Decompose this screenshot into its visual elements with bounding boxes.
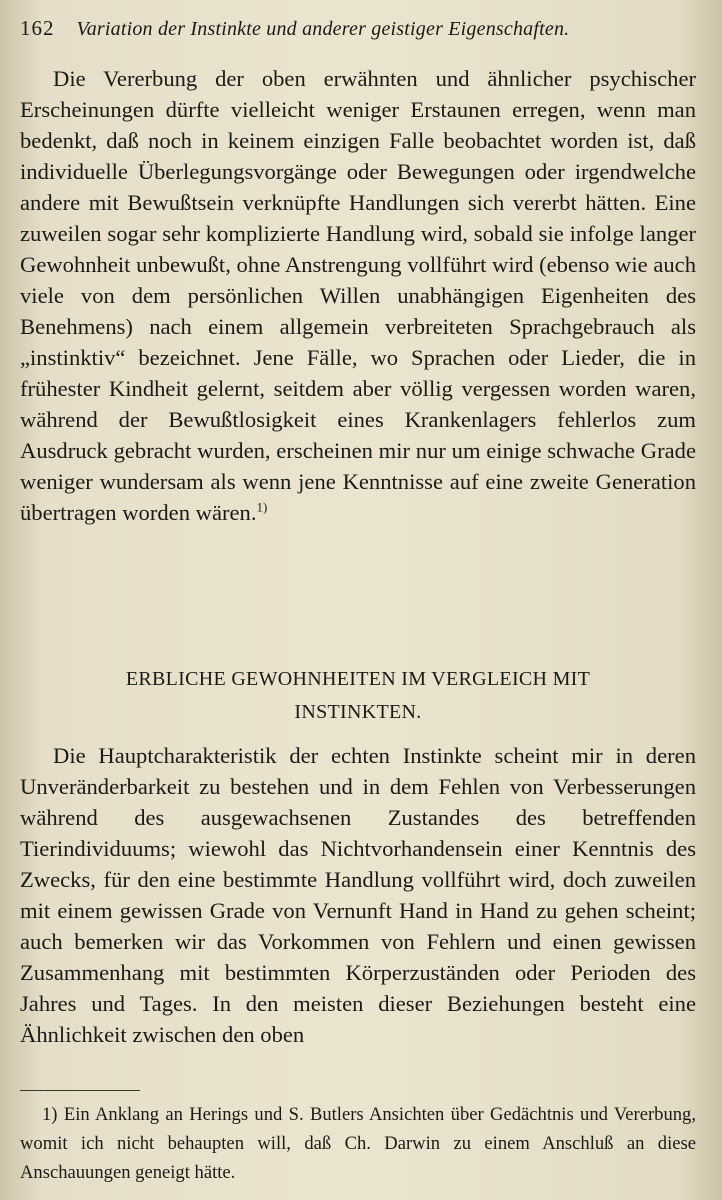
footnote-text: Ein Anklang an Herings und S. Butlers Ansichten über Gedächtnis und Vererbung, womit ich nicht behaupten will, daß Ch. Darwin zu einem Anschluß an diese Anschauungen geneigt hätte. [20, 1104, 696, 1183]
running-title: Variation der Instinkte und anderer geistiger Eigenschaften. [76, 18, 570, 40]
page-number: 162 [20, 16, 55, 40]
section-heading [20, 663, 696, 729]
footnote-separator [20, 1090, 140, 1091]
footnote-marker: 1) [42, 1104, 58, 1125]
paragraph-instinct-characteristics [20, 740, 696, 1050]
footnote [20, 1100, 696, 1187]
paragraph-inheritance-of-habits [20, 63, 696, 528]
section-heading-line-1: ERBLICHE GEWOHNHEITEN IM VERGLEICH MIT [125, 668, 591, 690]
section-heading-line-2: INSTINKTEN. [294, 701, 422, 723]
page-header [20, 16, 700, 50]
paragraph-text: Die Vererbung der oben erwähnten und ähnlicher psychischer Erscheinungen dürfte vielleicht weniger Erstaunen erregen, wenn man bedenkt, daß noch in keinem einzigen Falle beobachtet worden ist, daß individuelle Überlegungsvorgänge oder Bewegungen oder irgendwelche andere mit Bewußtsein verknüpfte Handlungen sich vererbt hätten. Eine zuweilen sogar sehr komplizierte Handlung wird, sobald sie infolge langer Gewohnheit unbewußt, ohne Anstrengung vollführt wird (ebenso wie auch viele von dem persönlichen Willen unabhängigen Eigenheiten des Benehmens) nach einem allgemein verbreiteten Sprachgebrauch als „instinktiv“ bezeichnet. Jene Fälle, wo Sprachen oder Lieder, die in frühester Kindheit gelernt, seitdem aber völlig vergessen worden waren, während der Bewußtlosigkeit eines Krankenlagers fehlerlos zum Ausdruck gebracht wurden, erscheinen mir nur um einige schwache Grade weniger wundersam als wenn jene Kenntnisse auf eine zweite Generation übertragen worden wären. [20, 66, 696, 525]
paragraph-text: Die Hauptcharakteristik der echten Instinkte scheint mir in deren Unveränderbarkeit zu bestehen und in dem Fehlen von Verbesserungen während des ausgewachsenen Zustandes des betreffenden Tierindividuums; wiewohl das Nichtvorhandensein einer Kenntnis des Zwecks, für den eine bestimmte Handlung vollführt wird, doch zuweilen mit einem gewissen Grade von Vernunft Hand in Hand zu gehen scheint; auch bemerken wir das Vorkommen von Fehlern und einen gewissen Zusammenhang mit bestimmten Körperzuständen oder Perioden des Jahres und Tages. In den meisten dieser Beziehungen besteht eine Ähnlichkeit zwischen den oben [20, 743, 696, 1047]
footnote-reference: 1) [256, 499, 268, 515]
